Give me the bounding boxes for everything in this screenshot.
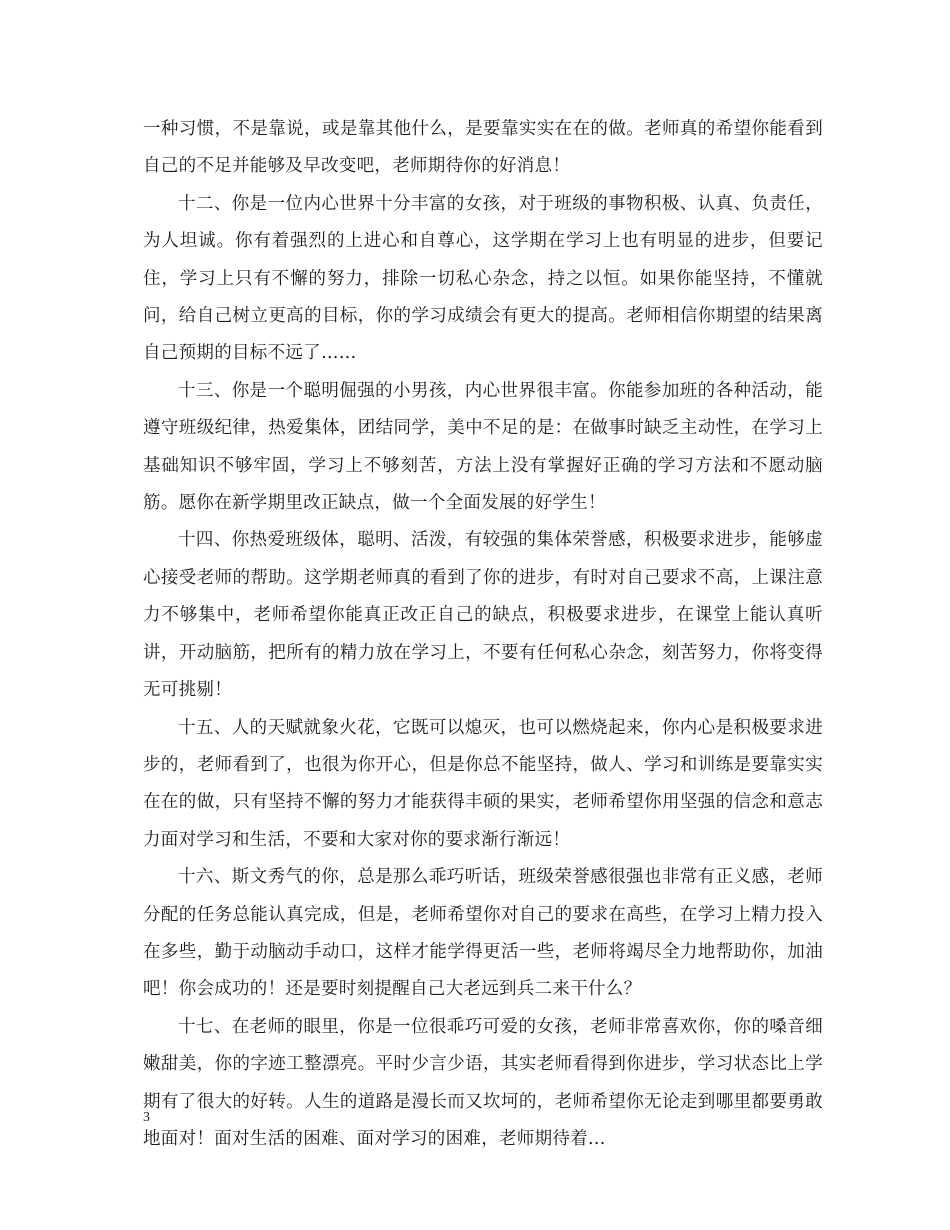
page-number: 3 [143, 1110, 150, 1125]
paragraph-17: 十七、在老师的眼里，你是一位很乖巧可爱的女孩，老师非常喜欢你，你的嗓音细嫩甜美，你的字迹工整漂亮。平时少言少语，其实老师看得到你进步，学习状态比上学期有了很大的好转。人生的道路是漫长而又坎坷的，老师希望你无论走到哪里都要勇敢地面对！面对生活的困难、面对学习的困难，老师期待着... [143, 1016, 823, 1149]
document-body [143, 111, 823, 1158]
paragraph-16: 十六、斯文秀气的你，总是那么乖巧听话，班级荣誉感很强也非常有正义感，老师分配的任务总能认真完成，但是，老师希望你对自己的要求在高些，在学习上精力投入在多些，勤于动脑动手动口，这样才能学得更活一些，老师将竭尽全力地帮助你，加油吧！你会成功的！还是要时刻提醒自己大老远到兵二来干什么？ [143, 867, 823, 1000]
paragraph-13: 十三、你是一个聪明倔强的小男孩，内心世界很丰富。你能参加班的各种活动，能遵守班级纪律，热爱集体，团结同学，美中不足的是：在做事时缺乏主动性，在学习上基础知识不够牢固，学习上不够刻苦，方法上没有掌握好正确的学习方法和不愿动脑筋。愿你在新学期里改正缺点，做一个全面发展的好学生！ [143, 380, 823, 514]
paragraph-12: 十二、你是一位内心世界十分丰富的女孩，对于班级的事物积极、认真、负责任，为人坦诚。你有着强烈的上进心和自尊心，这学期在学习上也有明显的进步，但要记住，学习上只有不懈的努力，排除一切私心杂念，持之以恒。如果你能坚持，不懂就问，给自己树立更高的目标，你的学习成绩会有更大的提高。老师相信你期望的结果离自己预期的目标不远了…… [143, 193, 823, 364]
paragraph-15: 十五、人的天赋就象火花，它既可以熄灭，也可以燃烧起来，你内心是积极要求进步的，老师看到了，也很为你开心，但是你总不能坚持，做人、学习和训练是要靠实实在在的做，只有坚持不懈的努力才能获得丰硕的果实，老师希望你用坚强的信念和意志力面对学习和生活，不要和大家对你的要求渐行渐远！ [143, 717, 823, 850]
paragraph-continuation: 一种习惯，不是靠说，或是靠其他什么，是要靠实实在在的做。老师真的希望你能看到自己的不足并能够及早改变吧，老师期待你的好消息！ [143, 119, 823, 177]
paragraph-14: 十四、你热爱班级体，聪明、活泼，有较强的集体荣誉感，积极要求进步，能够虚心接受老师的帮助。这学期老师真的看到了你的进步，有时对自己要求不高，上课注意力不够集中，老师希望你能真正改正自己的缺点，积极要求进步，在课堂上能认真听讲，开动脑筋，把所有的精力放在学习上，不要有任何私心杂念，刻苦努力，你将变得无可挑剔！ [143, 530, 823, 701]
